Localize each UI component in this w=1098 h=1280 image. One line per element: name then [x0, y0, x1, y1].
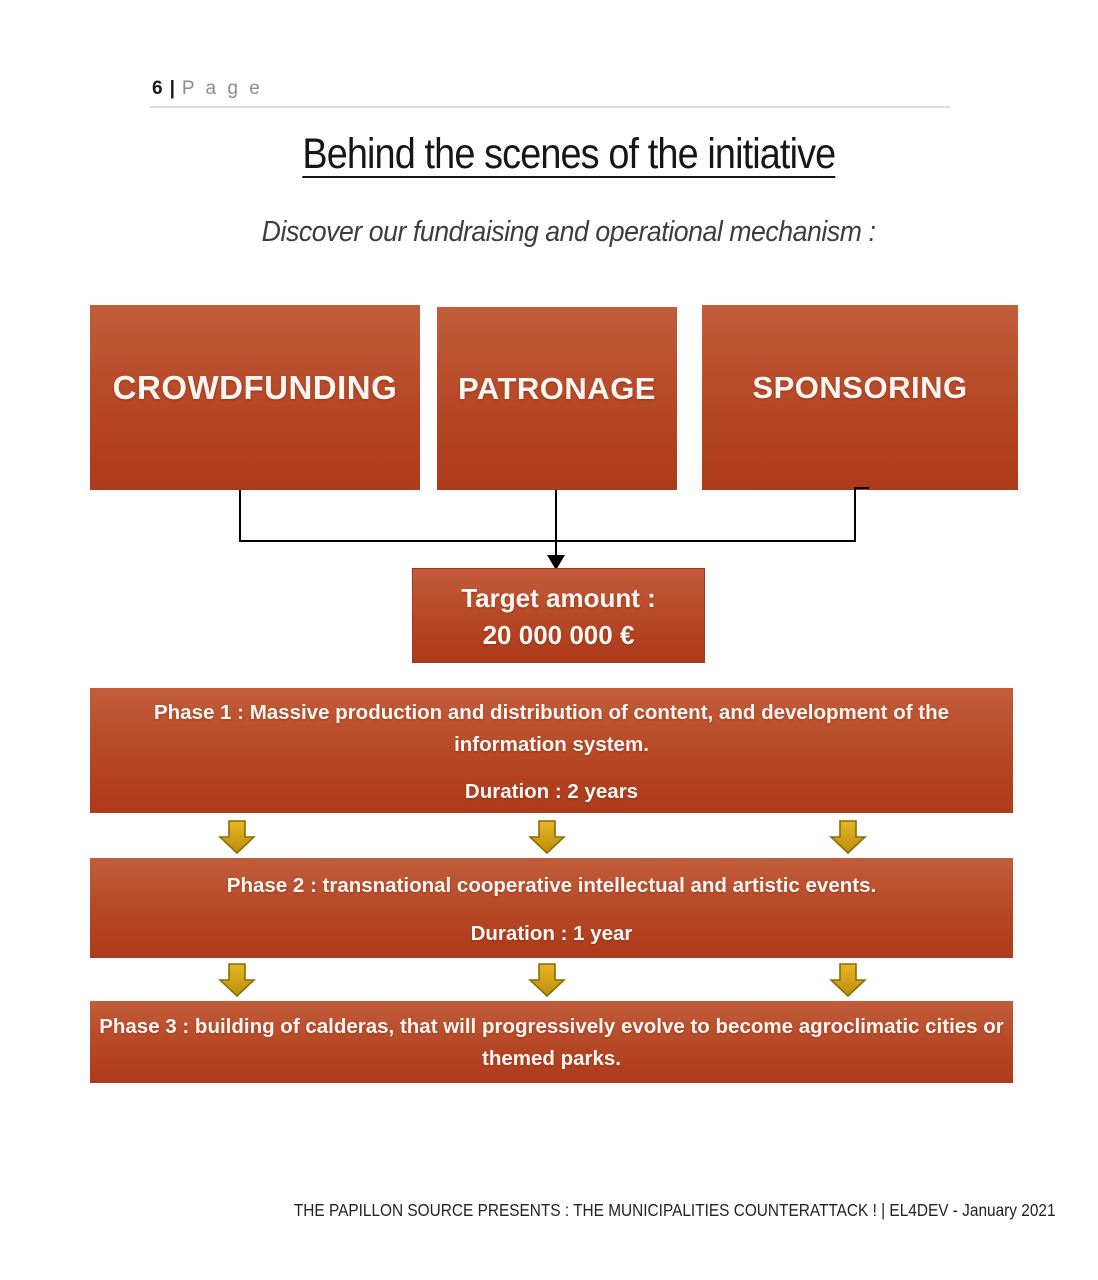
phase-2-title: Phase 2 : transnational cooperative intellectual and artistic events. — [226, 874, 877, 897]
connector-path — [239, 488, 869, 542]
down-arrow-icon — [829, 963, 867, 997]
subtitle-row — [40, 216, 1098, 249]
phase-1-duration: Duration : 2 years — [464, 780, 639, 803]
target-amount-box — [412, 568, 705, 663]
phase-3-box — [90, 1001, 1013, 1083]
source-box-label: CROWDFUNDING — [112, 369, 398, 407]
phase-1-title: Phase 1 : Massive production and distribution of content, and development of the information system. — [153, 701, 949, 756]
down-arrow-icon — [218, 820, 256, 854]
phase-2-duration: Duration : 1 year — [470, 922, 633, 945]
phase-1-box — [90, 688, 1013, 813]
page-header-label: P a g e — [181, 78, 263, 99]
page-subtitle: Discover our fundraising and operational mechanism : — [262, 216, 876, 248]
target-amount-label: Target amount : — [461, 583, 656, 613]
down-arrow-icon — [528, 820, 566, 854]
page-footer: THE PAPILLON SOURCE PRESENTS : THE MUNICIPALITIES COUNTERATTACK ! | EL4DEV - January 2021 — [294, 1200, 1056, 1220]
phase-3-title: Phase 3 : building of calderas, that will progressively evolve to become agroclimatic cities or themed parks. — [99, 1015, 1004, 1070]
page-header-separator: | — [169, 78, 175, 99]
source-box-sponsoring — [702, 305, 1018, 490]
page-header — [152, 78, 263, 100]
source-box-label: PATRONAGE — [458, 371, 656, 407]
title-row — [40, 130, 1098, 179]
page-title: Behind the scenes of the initiative — [302, 130, 836, 178]
source-box-patronage — [437, 307, 677, 490]
source-box-label: SPONSORING — [752, 370, 968, 406]
header-rule — [150, 106, 950, 108]
down-arrow-icon — [218, 963, 256, 997]
down-arrow-icon — [829, 820, 867, 854]
phase-2-box — [90, 858, 1013, 958]
down-arrow-icon — [528, 963, 566, 997]
target-amount-value: 20 000 000 € — [482, 620, 635, 650]
page-number: 6 — [152, 78, 163, 99]
source-box-crowdfunding — [90, 305, 420, 490]
